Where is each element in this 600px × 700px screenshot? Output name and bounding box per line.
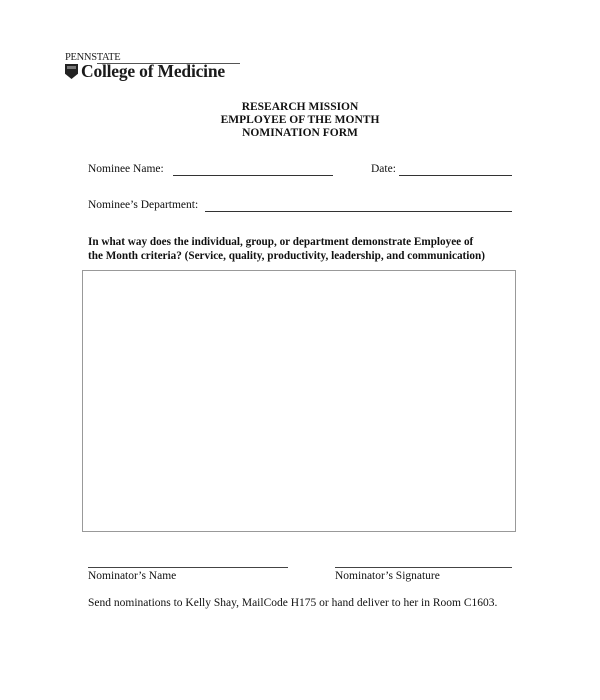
- nominee-name-field[interactable]: [173, 160, 333, 176]
- date-label: Date:: [371, 163, 396, 175]
- department-underline: [205, 211, 512, 212]
- nominee-name-label: Nominee Name:: [88, 163, 164, 175]
- nominator-signature-label: Nominator’s Signature: [335, 570, 440, 582]
- criteria-answer-box[interactable]: [82, 270, 516, 532]
- nominator-signature-line[interactable]: [335, 567, 512, 568]
- department-label: Nominee’s Department:: [88, 199, 199, 211]
- criteria-question: [88, 236, 528, 263]
- form-title-line3: NOMINATION FORM: [242, 127, 358, 139]
- criteria-question-line2: the Month criteria? (Service, quality, productivity, leadership, and communication): [88, 249, 485, 262]
- criteria-question-line1: In what way does the individual, group, or department demonstrate Employee of: [88, 236, 474, 248]
- form-title-line1: RESEARCH MISSION: [241, 101, 359, 113]
- nominee-name-underline: [173, 175, 333, 176]
- date-field[interactable]: [399, 160, 512, 176]
- college-name: College of Medicine: [81, 61, 225, 81]
- pennstate-wordmark: PENNSTATE: [65, 52, 121, 63]
- form-title-line2: EMPLOYEE OF THE MONTH: [220, 114, 380, 126]
- department-field[interactable]: [205, 196, 512, 212]
- date-underline: [399, 175, 512, 176]
- nominator-name-line[interactable]: [88, 567, 288, 568]
- nominator-name-label: Nominator’s Name: [88, 570, 177, 582]
- shield-icon: [65, 64, 78, 79]
- submission-instructions: Send nominations to Kelly Shay, MailCode H175 or hand deliver to her in Room C1603.: [88, 597, 498, 609]
